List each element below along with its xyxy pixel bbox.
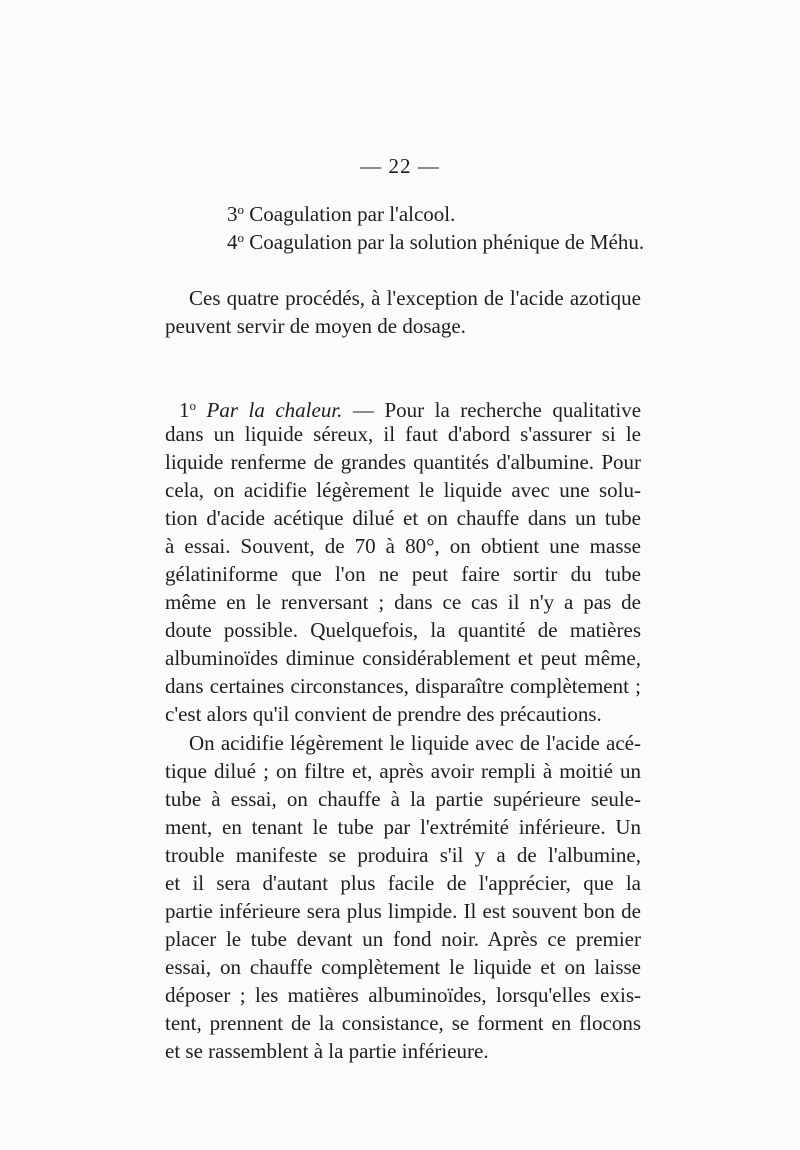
- paragraph-line: doute possible. Quelquefois, la quantité de matières: [165, 618, 641, 642]
- list-number: 4: [227, 230, 238, 254]
- paragraph-line: peuvent servir de moyen de dosage.: [165, 314, 466, 338]
- paragraph-line: liquide renferme de grandes quantités d'albumine. Pour: [165, 450, 641, 474]
- section-title: Par la chaleur.: [206, 398, 343, 422]
- paragraph-line: albuminoïdes diminue considérablement et peut même,: [165, 646, 641, 670]
- paragraph-line: à essai. Souvent, de 70 à 80°, on obtient une masse: [165, 534, 641, 558]
- paragraph-line: placer le tube devant un fond noir. Après ce premier: [165, 927, 641, 951]
- list-item-text: Coagulation par la solution phénique de Méhu.: [244, 230, 645, 254]
- paragraph-line: gélatiniforme que l'on ne peut faire sortir du tube: [165, 562, 641, 586]
- paragraph-line: tube à essai, on chauffe à la partie supérieure seule-: [165, 787, 641, 811]
- paragraph-line: même en le renversant ; dans ce cas il n'y a pas de: [165, 590, 641, 614]
- paragraph-line: On acidifie légèrement le liquide avec de l'acide acé-: [189, 731, 641, 755]
- list-number: 3: [227, 202, 238, 226]
- list-item-text: Coagulation par l'alcool.: [244, 202, 456, 226]
- section-heading-rest: — Pour la recherche qualitative: [342, 398, 642, 422]
- paragraph-line: et se rassemblent à la partie inférieure.: [165, 1039, 489, 1063]
- paragraph-line: déposer ; les matières albuminoïdes, lorsqu'elles exis-: [165, 983, 641, 1007]
- paragraph-line: trouble manifeste se produira s'il y a de l'albumine,: [165, 843, 641, 867]
- paragraph-line: cela, on acidifie légèrement le liquide avec une solu-: [165, 478, 641, 502]
- paragraph-line: tent, prennent de la consistance, se forment en flocons: [165, 1011, 641, 1035]
- section-number-superscript: o: [189, 398, 196, 413]
- list-item: [227, 224, 644, 256]
- paragraph-line: dans un liquide séreux, il faut d'abord s'assurer si le: [165, 422, 641, 446]
- list-number-superscript: o: [237, 202, 244, 217]
- paragraph-line: c'est alors qu'il convient de prendre des précautions.: [165, 702, 602, 726]
- paragraph-line: tique dilué ; on filtre et, après avoir rempli à moitié un: [165, 759, 641, 783]
- paragraph-line: dans certaines circonstances, disparaître complètement ;: [165, 674, 641, 698]
- page-number: — 22 —: [360, 154, 440, 178]
- paragraph-line: ment, en tenant le tube par l'extrémité inférieure. Un: [165, 815, 641, 839]
- paragraph-line: partie inférieure sera plus limpide. Il est souvent bon de: [165, 899, 641, 923]
- paragraph-line: essai, on chauffe complètement le liquide et on laisse: [165, 955, 641, 979]
- section-number: 1: [179, 398, 190, 422]
- list-number-superscript: o: [237, 230, 244, 245]
- paragraph-line: Ces quatre procédés, à l'exception de l'acide azotique: [189, 286, 641, 310]
- paragraph-line: et il sera d'autant plus facile de l'apprécier, que la: [165, 871, 641, 895]
- paragraph-line: tion d'acide acétique dilué et on chauffe dans un tube: [165, 506, 641, 530]
